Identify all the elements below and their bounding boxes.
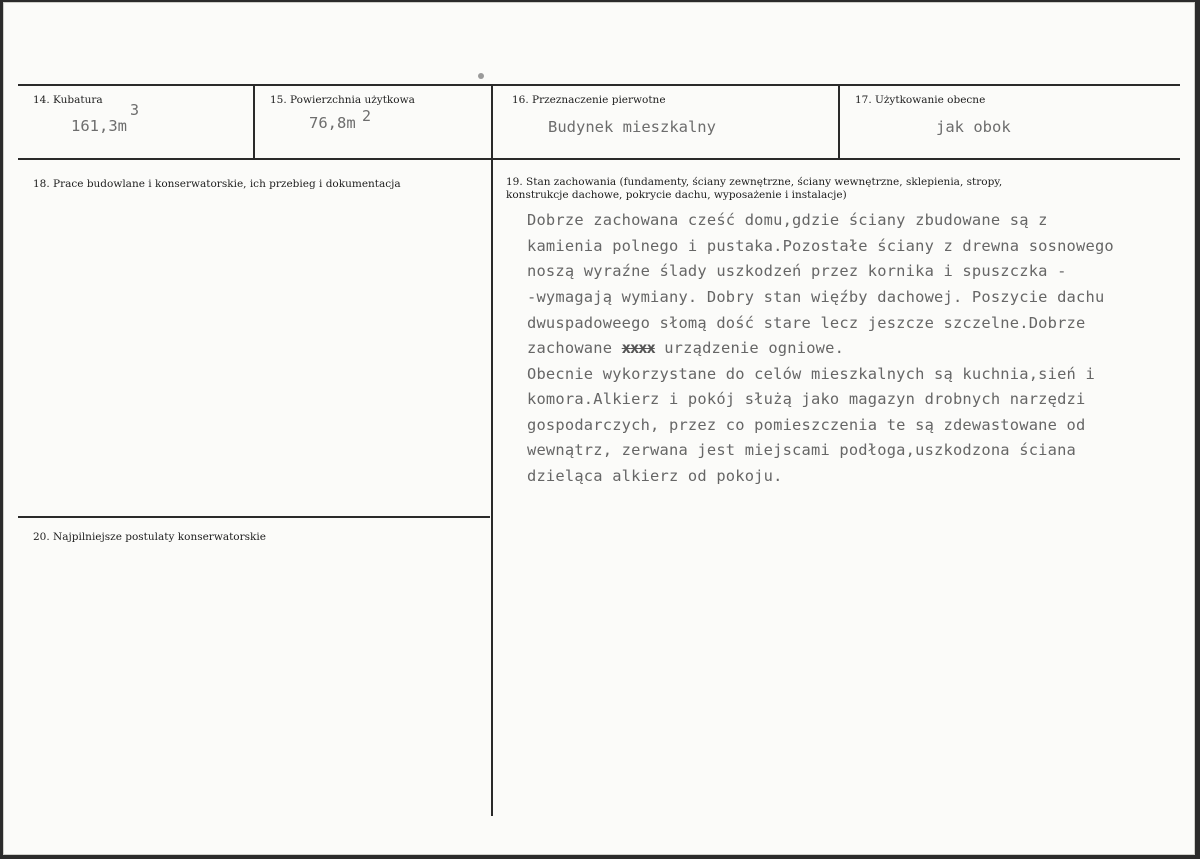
condition-text-line: noszą wyraźne ślady uszkodzeń przez kornika i spuszczka -	[527, 262, 1067, 280]
field-15-unit-exponent: 2	[362, 107, 372, 125]
top-rule	[18, 84, 1180, 86]
field-20-label: 20. Najpilniejsze postulaty konserwatorskie	[33, 531, 266, 543]
mid-rule	[18, 158, 1180, 160]
condition-text-line: komora.Alkierz i pokój służą jako magazyn drobnych narzędzi	[527, 390, 1086, 408]
condition-text-line: dwuspadoweego słomą dość stare lecz jeszcze szczelne.Dobrze	[527, 314, 1086, 332]
condition-text-line: wewnątrz, zerwana jest miejscami podłoga,uszkodzona ściana	[527, 441, 1077, 459]
divider-15-16	[491, 86, 493, 816]
condition-text-line: Dobrze zachowana cześć domu,gdzie ściany zbudowane są z	[527, 211, 1048, 229]
punch-dot	[478, 73, 484, 79]
condition-text-line-struck	[527, 339, 844, 357]
condition-text-line: gospodarczych, przez co pomieszczenia te są zdewastowane od	[527, 416, 1086, 434]
field-15-value: 76,8m	[309, 114, 356, 132]
field-14-value: 161,3m	[71, 117, 127, 135]
condition-text-segment: urządzenie ogniowe.	[654, 339, 845, 357]
field-18-label: 18. Prace budowlane i konserwatorskie, ich przebieg i dokumentacja	[33, 178, 401, 190]
field-19-label-line-2: konstrukcje dachowe, pokrycie dachu, wyposażenie i instalacje)	[506, 189, 847, 201]
condition-text-line: dzieląca alkierz od pokoju.	[527, 467, 783, 485]
field-14-label: 14. Kubatura	[33, 94, 103, 106]
condition-text-line: kamienia polnego i pustaka.Pozostałe ściany z drewna sosnowego	[527, 237, 1114, 255]
field-16-label: 16. Przeznaczenie pierwotne	[512, 94, 666, 106]
condition-text-line: Obecnie wykorzystane do celów mieszkalnych są kuchnia,sień i	[527, 365, 1095, 383]
condition-text-line: -wymagają wymiany. Dobry stan więźby dachowej. Poszycie dachu	[527, 288, 1105, 306]
divider-16-17	[838, 86, 840, 159]
section-20-rule	[18, 516, 490, 518]
field-17-value: jak obok	[936, 118, 1011, 136]
field-19-label-line-1: 19. Stan zachowania (fundamenty, ściany zewnętrzne, ściany wewnętrzne, sklepienia, stropy,	[506, 176, 1003, 188]
field-14-unit-exponent: 3	[130, 101, 140, 119]
divider-14-15	[253, 86, 255, 159]
field-17-label: 17. Użytkowanie obecne	[855, 94, 986, 106]
field-15-label: 15. Powierzchnia użytkowa	[270, 94, 415, 106]
struck-out-text: xxxx	[621, 339, 655, 357]
field-16-value: Budynek mieszkalny	[548, 118, 716, 136]
condition-text-segment: zachowane	[527, 339, 622, 357]
